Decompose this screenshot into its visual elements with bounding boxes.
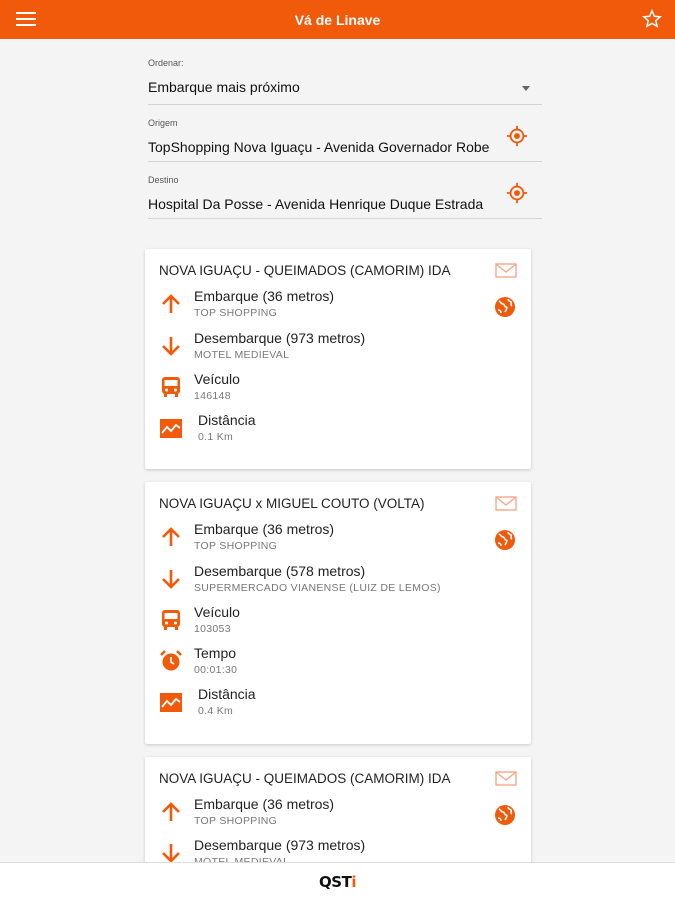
globe-icon[interactable] bbox=[493, 528, 517, 552]
mail-icon[interactable] bbox=[495, 263, 517, 278]
time-label: Tempo bbox=[194, 645, 237, 661]
app-bar bbox=[0, 0, 675, 39]
distance-label: Distância bbox=[198, 686, 256, 702]
arrow-up-icon bbox=[159, 800, 183, 824]
boarding-stop: TOP SHOPPING bbox=[194, 815, 278, 827]
vehicle-number: 103053 bbox=[194, 623, 231, 635]
boarding-text: Embarque (36 metros) bbox=[194, 288, 335, 304]
arrow-down-icon bbox=[159, 334, 183, 358]
alighting-stop: SUPERMERCADO VIANENSE (LUIZ DE LEMOS) bbox=[194, 582, 441, 594]
origin-field[interactable] bbox=[148, 105, 542, 162]
search-form bbox=[148, 50, 542, 219]
trend-chart-icon bbox=[159, 690, 183, 714]
trend-chart-icon bbox=[159, 416, 183, 440]
time-value: 00:01:30 bbox=[194, 664, 238, 676]
boarding-row bbox=[159, 796, 479, 832]
arrow-up-icon bbox=[159, 292, 183, 316]
boarding-text: Embarque (36 metros) bbox=[194, 521, 335, 537]
menu-icon[interactable] bbox=[16, 12, 36, 26]
alighting-stop: MOTEL MEDIEVAL bbox=[194, 349, 290, 361]
vehicle-row bbox=[159, 604, 479, 640]
boarding-row bbox=[159, 521, 479, 557]
distance-value: 0.4 Km bbox=[198, 705, 234, 717]
distance-value: 0.1 Km bbox=[198, 431, 234, 443]
route-title: NOVA IGUAÇU - QUEIMADOS (CAMORIM) IDA bbox=[159, 771, 451, 786]
alighting-row bbox=[159, 563, 479, 599]
alighting-text: Desembarque (578 metros) bbox=[194, 563, 366, 579]
order-label: Ordenar: bbox=[148, 58, 184, 68]
destination-field[interactable] bbox=[148, 162, 542, 219]
distance-row bbox=[159, 412, 479, 448]
logo-main: QST bbox=[319, 872, 352, 891]
star-icon[interactable] bbox=[641, 8, 663, 30]
vehicle-label: Veículo bbox=[194, 371, 240, 387]
vehicle-number: 146148 bbox=[194, 390, 231, 402]
distance-row bbox=[159, 686, 479, 722]
destination-input[interactable]: Hospital Da Posse - Avenida Henrique Duque Estrada bbox=[148, 196, 484, 212]
bus-icon bbox=[159, 608, 183, 632]
boarding-row bbox=[159, 288, 479, 324]
route-title: NOVA IGUAÇU - QUEIMADOS (CAMORIM) IDA bbox=[159, 263, 451, 278]
origin-input[interactable]: TopShopping Nova Iguaçu - Avenida Governador Robe bbox=[148, 139, 490, 155]
time-row bbox=[159, 645, 479, 681]
boarding-stop: TOP SHOPPING bbox=[194, 307, 278, 319]
alighting-text: Desembarque (973 metros) bbox=[194, 330, 366, 346]
alighting-row bbox=[159, 330, 479, 366]
mail-icon[interactable] bbox=[495, 771, 517, 786]
order-select[interactable] bbox=[148, 50, 542, 105]
globe-icon[interactable] bbox=[493, 803, 517, 827]
boarding-text: Embarque (36 metros) bbox=[194, 796, 335, 812]
vehicle-row bbox=[159, 371, 479, 407]
arrow-down-icon bbox=[159, 567, 183, 591]
route-card[interactable] bbox=[145, 757, 531, 877]
alarm-clock-icon bbox=[159, 649, 183, 673]
distance-label: Distância bbox=[198, 412, 256, 428]
alighting-text: Desembarque (973 metros) bbox=[194, 837, 366, 853]
route-card[interactable] bbox=[145, 249, 531, 469]
gps-target-icon[interactable] bbox=[506, 125, 528, 147]
bus-icon bbox=[159, 375, 183, 399]
origin-label: Origem bbox=[148, 118, 178, 128]
logo-accent: i bbox=[351, 872, 356, 891]
route-title: NOVA IGUAÇU x MIGUEL COUTO (VOLTA) bbox=[159, 496, 425, 511]
qsti-logo bbox=[319, 873, 356, 891]
arrow-up-icon bbox=[159, 525, 183, 549]
mail-icon[interactable] bbox=[495, 496, 517, 511]
destination-label: Destino bbox=[148, 175, 179, 185]
vehicle-label: Veículo bbox=[194, 604, 240, 620]
footer bbox=[0, 862, 675, 900]
app-title: Vá de Linave bbox=[294, 11, 381, 28]
boarding-stop: TOP SHOPPING bbox=[194, 540, 278, 552]
order-value[interactable]: Embarque mais próximo bbox=[148, 79, 300, 95]
gps-target-icon[interactable] bbox=[506, 182, 528, 204]
globe-icon[interactable] bbox=[493, 295, 517, 319]
route-card[interactable] bbox=[145, 482, 531, 744]
chevron-down-icon[interactable] bbox=[522, 86, 530, 91]
